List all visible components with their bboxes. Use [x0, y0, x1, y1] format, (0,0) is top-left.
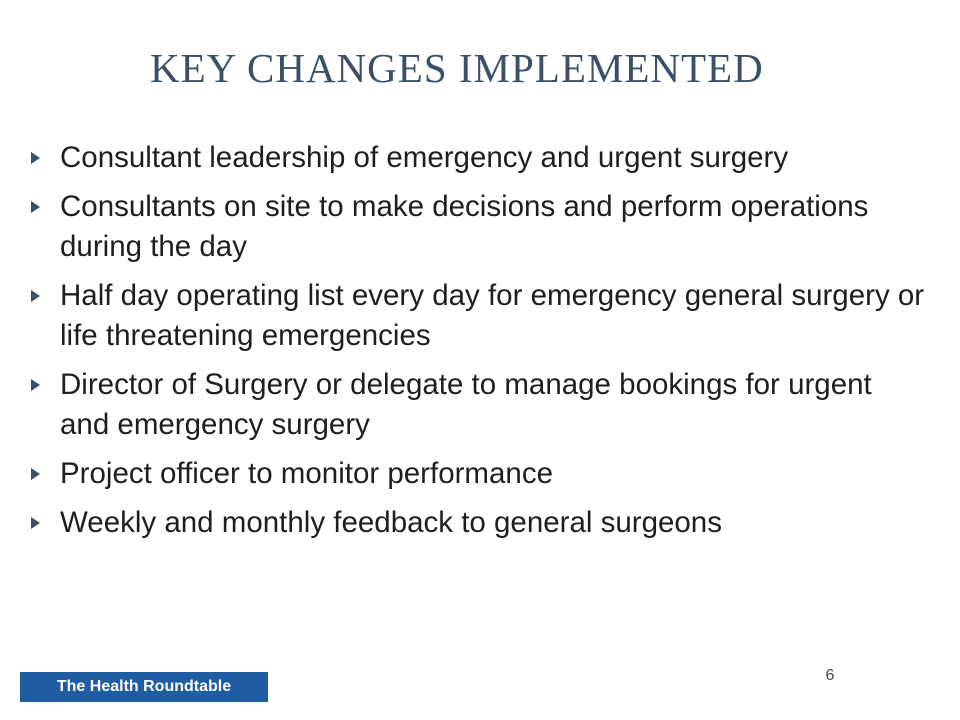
triangle-right-icon: [30, 138, 60, 178]
bullet-item: [30, 365, 925, 445]
slide-title: KEY CHANGES IMPLEMENTED: [150, 45, 764, 91]
bullet-text: Consultant leadership of emergency and urgent surgery: [60, 141, 789, 174]
footer-brand-label: The Health Roundtable: [20, 672, 268, 702]
bullet-item: [30, 187, 925, 267]
bullet-text: Consultants on site to make decisions and perform operations during the day: [60, 190, 869, 263]
bullet-text: Weekly and monthly feedback to general surgeons: [60, 506, 722, 539]
bullet-text: Director of Surgery or delegate to manage bookings for urgent and emergency surgery: [60, 368, 872, 441]
triangle-right-icon: [30, 276, 60, 316]
triangle-right-icon: [30, 454, 60, 494]
bullet-item: [30, 138, 925, 178]
triangle-right-icon: [30, 503, 60, 543]
bullet-item: [30, 454, 925, 494]
bullet-item: [30, 503, 925, 543]
triangle-right-icon: [30, 365, 60, 405]
triangle-right-icon: [30, 187, 60, 227]
bullet-text: Half day operating list every day for emergency general surgery or life threatening emergencies: [60, 279, 925, 352]
bullet-text: Project officer to monitor performance: [60, 457, 553, 490]
page-number: 6: [825, 667, 835, 684]
bullet-list: [30, 138, 925, 552]
bullet-item: [30, 276, 925, 356]
